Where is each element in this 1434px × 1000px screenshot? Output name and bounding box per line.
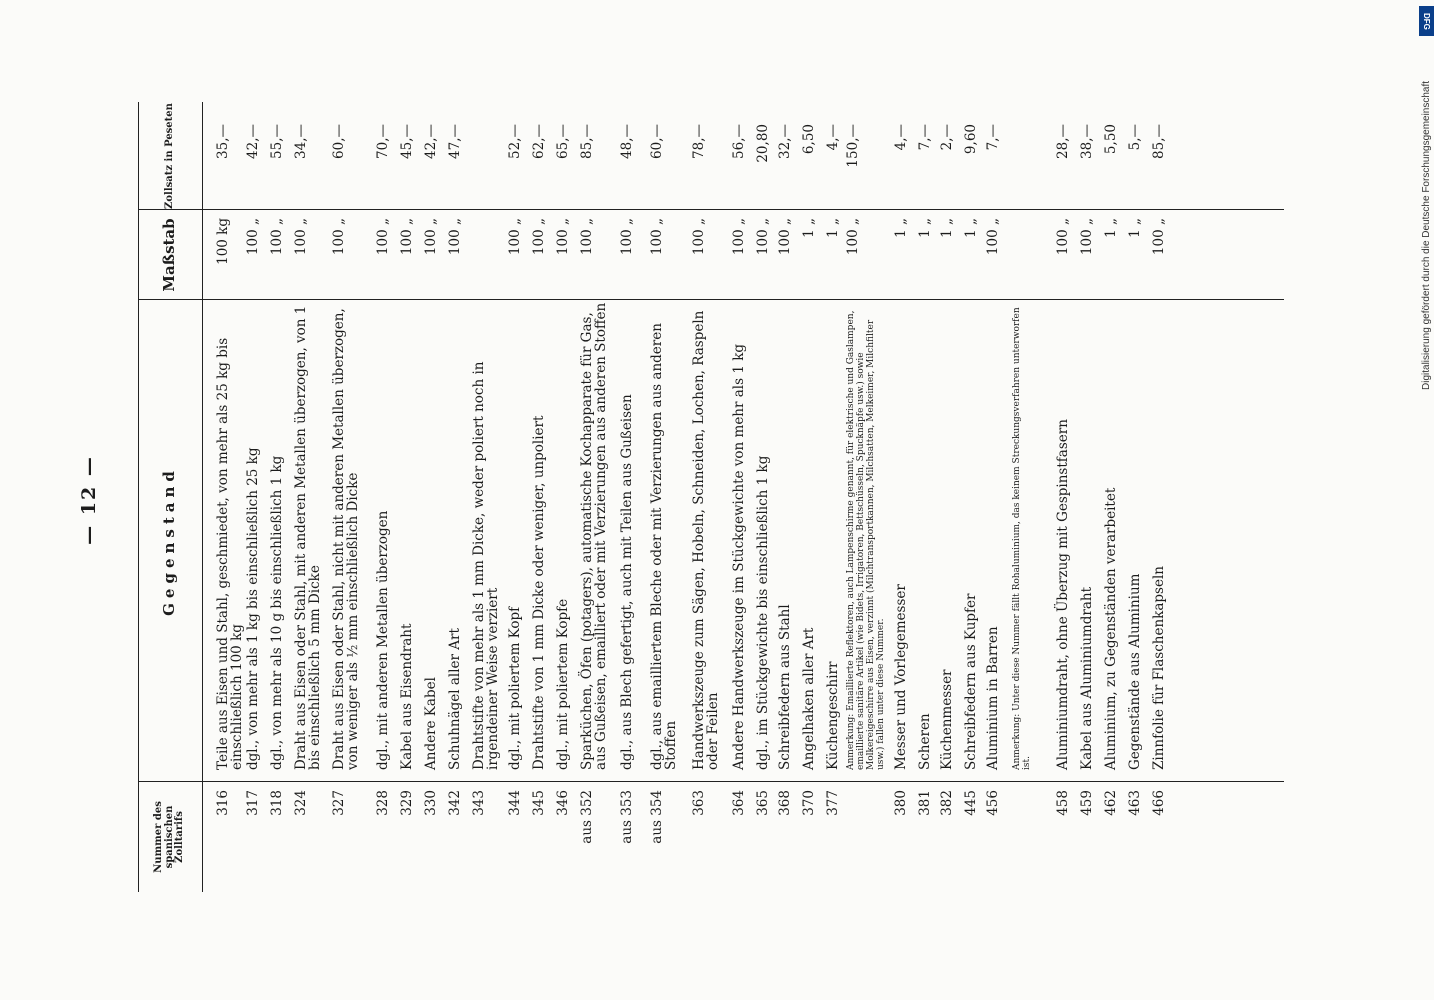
goods-description: Sparküchen, Öfen (potagers), automatische Kochapparate für Gas, aus Gußeisen, emailliert oder mit Verzierungen aus anderen Stoffen bbox=[579, 302, 609, 770]
page-number: — 12 — bbox=[78, 455, 100, 545]
tariff-number: 466 bbox=[1151, 790, 1167, 816]
goods-description: Aluminium, zu Gegenständen verarbeitet bbox=[1103, 487, 1119, 770]
goods-description: dgl., mit poliertem Kopfe bbox=[555, 598, 571, 770]
unit-measure: 100 „ bbox=[1151, 218, 1167, 256]
goods-description: Küchengeschirr bbox=[825, 661, 841, 770]
unit-measure: 100 „ bbox=[579, 218, 595, 256]
duty-rate: 65,— bbox=[555, 124, 571, 159]
unit-measure: 100 „ bbox=[447, 218, 463, 256]
goods-description: dgl., aus emailliertem Bleche oder mit Verzierungen aus anderen Stoffen bbox=[649, 323, 679, 770]
tariff-number: 445 bbox=[963, 790, 979, 816]
duty-rate: 34,— bbox=[293, 124, 309, 159]
duty-rate: 85,— bbox=[579, 124, 595, 159]
tariff-number: 328 bbox=[375, 790, 391, 816]
goods-description: Kabel aus Aluminiumdraht bbox=[1079, 587, 1095, 770]
duty-rate: 7,— bbox=[985, 124, 1001, 151]
unit-measure: 100 „ bbox=[375, 218, 391, 256]
unit-measure: 100 „ bbox=[331, 218, 347, 256]
tariff-number: 329 bbox=[399, 790, 415, 816]
duty-rate bbox=[472, 124, 506, 210]
unit-measure: 100 „ bbox=[531, 218, 547, 256]
unit-measure: 100 „ bbox=[1079, 218, 1095, 256]
tariff-number: aus 354 bbox=[649, 790, 665, 844]
goods-description: Gegenstände aus Aluminium bbox=[1127, 573, 1143, 770]
note-text: Anmerkung: Emaillierte Reflektoren, auch Lampenschirme genannt, für elektrische und Gaslampen, emaillierte sanitäre Artikel (wie Bidets, Irrigatoren, Bettschüsseln, Spucknäpfe usw.) sowie Molkereigeschirre aus Eisen, verzinnt (Milchtransportkannen, Milchsatten, Melkeimer, Milchfilter usw.) fallen unter diese Nummer. bbox=[846, 310, 886, 770]
duty-rate: 20,80 bbox=[755, 124, 771, 163]
goods-description: Aluminium in Barren bbox=[985, 626, 1001, 770]
duty-rate bbox=[1012, 124, 1046, 210]
duty-rate: 9,60 bbox=[963, 124, 979, 155]
unit-measure: 100 „ bbox=[555, 218, 571, 256]
goods-description: Angelhaken aller Art bbox=[801, 627, 817, 770]
unit-measure: 100 „ bbox=[507, 218, 523, 256]
unit-measure: 100 „ bbox=[845, 218, 861, 256]
tariff-number: aus 353 bbox=[619, 790, 635, 844]
dfg-logo: DFG bbox=[1419, 6, 1434, 36]
unit-measure: 100 „ bbox=[619, 218, 635, 256]
tariff-number: 377 bbox=[825, 790, 841, 816]
goods-description: Kabel aus Eisendraht bbox=[399, 623, 415, 770]
tariff-number: 363 bbox=[691, 790, 707, 816]
unit-measure: 1 „ bbox=[893, 218, 909, 238]
unit-measure: 100 „ bbox=[245, 218, 261, 256]
goods-description: Drahtstifte von mehr als 1 mm Dicke, weder poliert noch in irgendeiner Weise verziert bbox=[471, 361, 501, 770]
unit-measure: 1 „ bbox=[939, 218, 955, 238]
tariff-number: 462 bbox=[1103, 790, 1119, 816]
unit-measure: 100 „ bbox=[649, 218, 665, 256]
header-goods: Gegenstand bbox=[160, 466, 179, 616]
unit-measure: 100 „ bbox=[691, 218, 707, 256]
column-divider bbox=[138, 781, 1284, 782]
header-duty: Zollsatz in Peseten bbox=[163, 103, 175, 209]
tariff-number: 382 bbox=[939, 790, 955, 816]
goods-description: Andere Kabel bbox=[423, 677, 439, 770]
tariff-number: 324 bbox=[293, 790, 309, 816]
unit-measure: 1 „ bbox=[801, 218, 817, 238]
tariff-number: 316 bbox=[215, 790, 231, 816]
tariff-number: 458 bbox=[1055, 790, 1071, 816]
tariff-number: 343 bbox=[471, 790, 487, 816]
duty-rate: 52,— bbox=[507, 124, 523, 159]
unit-measure: 100 „ bbox=[731, 218, 747, 256]
duty-rate: 5,50 bbox=[1103, 124, 1119, 155]
goods-description: Messer und Vorlegemesser bbox=[893, 584, 909, 770]
tariff-number: 317 bbox=[245, 790, 261, 816]
duty-rate: 60,— bbox=[649, 124, 665, 159]
header-unit: Maßstab bbox=[160, 218, 179, 292]
tariff-number: 327 bbox=[331, 790, 347, 816]
duty-rate: 62,— bbox=[531, 124, 547, 159]
unit-measure: 100 „ bbox=[777, 218, 793, 256]
goods-description: dgl., aus Blech gefertigt, auch mit Teilen aus Gußeisen bbox=[619, 394, 635, 770]
tariff-number: 318 bbox=[269, 790, 285, 816]
duty-rate: 4,— bbox=[825, 124, 841, 151]
tariff-number bbox=[1012, 790, 1046, 892]
goods-description: Schreibfedern aus Kupfer bbox=[963, 593, 979, 770]
goods-description: Schreibfedern aus Stahl bbox=[777, 604, 793, 770]
unit-measure: 100 „ bbox=[399, 218, 415, 256]
duty-rate: 35,— bbox=[215, 124, 231, 159]
goods-description: dgl., mit poliertem Kopf bbox=[507, 606, 523, 770]
duty-rate: 150,— bbox=[845, 124, 861, 168]
unit-measure bbox=[472, 218, 506, 300]
unit-measure: 100 „ bbox=[1055, 218, 1071, 256]
unit-measure: 1 „ bbox=[917, 218, 933, 238]
goods-description: dgl., von mehr als 10 g bis einschließlich 1 kg bbox=[269, 455, 285, 770]
unit-measure: 100 „ bbox=[985, 218, 1001, 256]
tariff-number: 364 bbox=[731, 790, 747, 816]
tariff-number: 456 bbox=[985, 790, 1001, 816]
duty-rate: 85,— bbox=[1151, 124, 1167, 159]
tariff-number: 368 bbox=[777, 790, 793, 816]
duty-rate: 7,— bbox=[917, 124, 933, 151]
duty-rate: 5,— bbox=[1127, 124, 1143, 151]
unit-measure bbox=[1012, 218, 1046, 300]
margin-credit bbox=[1416, 0, 1434, 1000]
tariff-number: 365 bbox=[755, 790, 771, 816]
duty-rate: 78,— bbox=[691, 124, 707, 159]
unit-measure: 100 „ bbox=[269, 218, 285, 256]
goods-description: Draht aus Eisen oder Stahl, mit anderen Metallen überzogen, von 1 bis einschließlich 5 mm Dicke bbox=[293, 305, 323, 770]
goods-description: Zinnfolie für Flaschenkapseln bbox=[1151, 566, 1167, 770]
tariff-number: aus 352 bbox=[579, 790, 595, 844]
duty-rate: 42,— bbox=[423, 124, 439, 159]
duty-rate: 56,— bbox=[731, 124, 747, 159]
tariff-number: 370 bbox=[801, 790, 817, 816]
duty-rate: 4,— bbox=[893, 124, 909, 151]
tariff-number: 463 bbox=[1127, 790, 1143, 816]
goods-description: dgl., von mehr als 1 kg bis einschließlich 25 kg bbox=[245, 447, 261, 770]
duty-rate: 6,50 bbox=[801, 124, 817, 155]
goods-description: Teile aus Eisen und Stahl, geschmiedet, von mehr als 25 kg bis einschließlich 100 kg bbox=[215, 337, 245, 770]
duty-rate: 32,— bbox=[777, 124, 793, 159]
goods-description: Handwerkszeuge zum Sägen, Hobeln, Schneiden, Lochen, Raspeln oder Feilen bbox=[691, 310, 721, 770]
duty-rate: 48,— bbox=[619, 124, 635, 159]
tariff-number: 380 bbox=[893, 790, 909, 816]
goods-description: Küchenmesser bbox=[939, 669, 955, 770]
duty-rate: 60,— bbox=[331, 124, 347, 159]
tariff-number: 345 bbox=[531, 790, 547, 816]
tariff-number: 346 bbox=[555, 790, 571, 816]
duty-rate: 70,— bbox=[375, 124, 391, 159]
unit-measure: 1 „ bbox=[1103, 218, 1119, 238]
goods-description: Aluminiumdraht, ohne Überzug mit Gespinstfasern bbox=[1055, 419, 1071, 770]
duty-rate: 47,— bbox=[447, 124, 463, 159]
header-number: Nummer des spanischen Zolltarifs bbox=[153, 801, 186, 873]
tariff-number: 330 bbox=[423, 790, 439, 816]
goods-description: Drahtstifte von 1 mm Dicke oder weniger, unpoliert bbox=[531, 415, 547, 770]
unit-measure: 100 „ bbox=[293, 218, 309, 256]
tariff-number: 344 bbox=[507, 790, 523, 816]
note-text: Anmerkung: Unter diese Nummer fällt Rohaluminium, das keinem Streckungsverfahren unterworfen ist. bbox=[1012, 307, 1032, 770]
tariff-number bbox=[846, 790, 890, 892]
goods-description: Draht aus Eisen oder Stahl, nicht mit anderen Metallen überzogen, von weniger als ½ mm einschließlich Dicke bbox=[331, 308, 361, 770]
unit-measure: 100 „ bbox=[423, 218, 439, 256]
tariff-number: 342 bbox=[447, 790, 463, 816]
duty-rate: 2,— bbox=[939, 124, 955, 151]
duty-rate: 42,— bbox=[245, 124, 261, 159]
goods-description: dgl., mit anderen Metallen überzogen bbox=[375, 510, 391, 770]
margin-credit-text: Digitalisierung gefördert durch die Deutsche Forschungsgemeinschaft bbox=[1421, 80, 1432, 390]
unit-measure: 1 „ bbox=[963, 218, 979, 238]
unit-measure: 100 „ bbox=[755, 218, 771, 256]
tariff-table bbox=[138, 102, 1284, 892]
goods-description: Andere Handwerkszeuge im Stückgewichte von mehr als 1 kg bbox=[731, 343, 747, 770]
unit-measure: 1 „ bbox=[1127, 218, 1143, 238]
goods-description: Schuhnägel aller Art bbox=[447, 628, 463, 770]
duty-rate: 55,— bbox=[269, 124, 285, 159]
duty-rate: 38,— bbox=[1079, 124, 1095, 159]
goods-description: dgl., im Stückgewichte bis einschließlich 1 kg bbox=[755, 455, 771, 770]
duty-rate: 28,— bbox=[1055, 124, 1071, 159]
unit-measure: 1 „ bbox=[825, 218, 841, 238]
goods-description: Scheren bbox=[917, 713, 933, 770]
unit-measure: 100 kg bbox=[215, 218, 231, 265]
header-bottom-rule bbox=[202, 102, 203, 892]
duty-rate: 45,— bbox=[399, 124, 415, 159]
tariff-number: 381 bbox=[917, 790, 933, 816]
tariff-number: 459 bbox=[1079, 790, 1095, 816]
